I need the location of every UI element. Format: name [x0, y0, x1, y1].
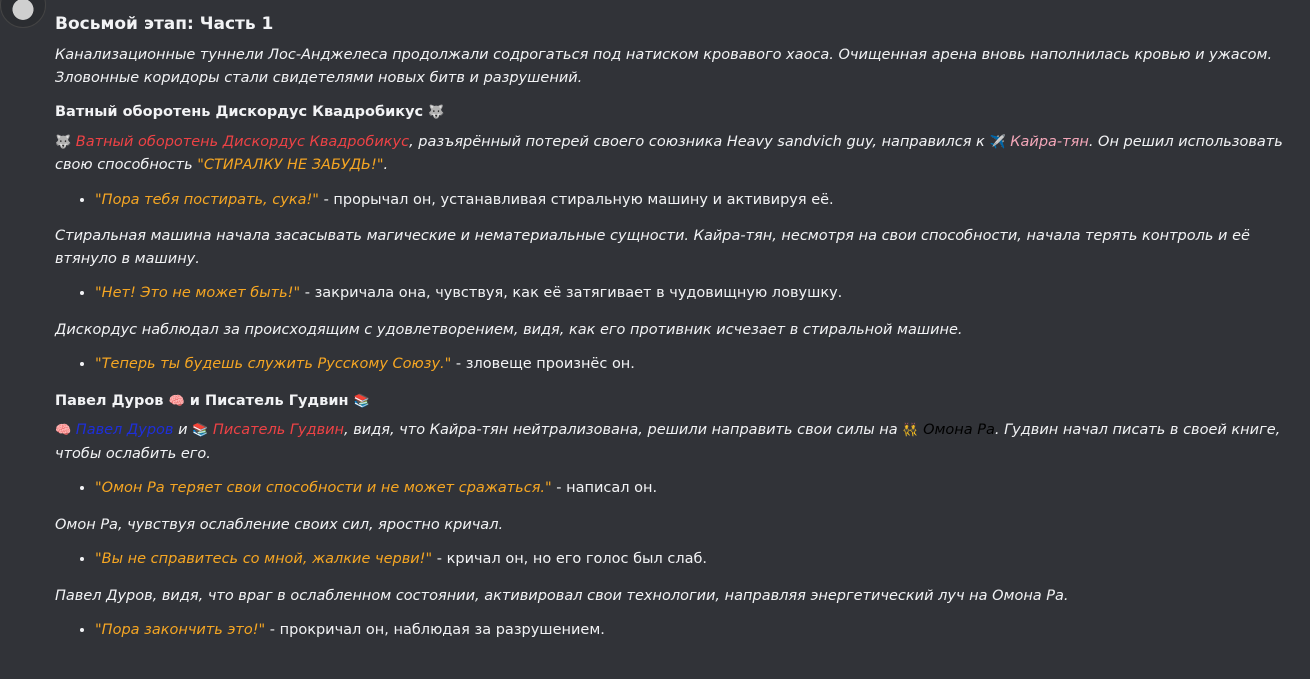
quote-attribution: - прокричал он, наблюдая за разрушением.	[265, 622, 605, 638]
quote-attribution: - зловеще произнёс он.	[451, 356, 635, 372]
intro-paragraph: Канализационные туннели Лос-Анджелеса продолжали содрогаться под натиском кровавого хаоса. Очищенная арена вновь наполнилась кровью и ужасом. Зловонные коридоры стали свидетелями новых битв и разрушений.	[55, 47, 1273, 86]
character-name-durov: Павел Дуров	[75, 422, 174, 438]
paragraph-discordus-attack	[55, 131, 1304, 177]
quote-text: "Нет! Это не может быть!"	[95, 285, 301, 301]
paragraph-text: , разъярённый потерей своего союзника Heavy sandvich guy, направился к	[409, 133, 990, 150]
wolf-icon: 🐺	[428, 105, 445, 120]
section-heading-discordus	[55, 101, 1304, 125]
paragraph-text: .	[383, 157, 389, 173]
paragraph: Омон Ра, чувствуя ослабление своих сил, яростно кричал.	[55, 516, 504, 533]
quote-list	[55, 189, 1304, 212]
quote-text: "Омон Ра теряет свои способности и не может сражаться."	[95, 480, 552, 496]
list-item	[95, 353, 1304, 376]
paragraph: Дискордус наблюдал за происходящим с удовлетворением, видя, как его противник исчезает в стиральной машине.	[55, 321, 963, 338]
quote-attribution: - кричал он, но его голос был слаб.	[432, 551, 708, 567]
books-icon: 📚	[353, 393, 370, 409]
quote-attribution: - закричала она, чувствуя, как её затягивает в чудовищную ловушку.	[300, 285, 843, 301]
quote-text: "Вы не справитесь со мной, жалкие черви!"	[95, 551, 433, 567]
paragraph-text: , видя, что Кайра-тян нейтрализована, решили направить свои силы на	[344, 422, 903, 438]
paragraph-text: . Гудвин начал писать в своей книге, чтобы ослабить его.	[55, 422, 1281, 462]
paragraph-text: . Он решил использовать свою способность	[55, 133, 1283, 173]
airplane-icon: ✈️	[989, 134, 1006, 150]
quote-list	[55, 353, 1304, 376]
section-heading-durov-goodwin	[55, 390, 1304, 414]
quote-list	[55, 619, 1304, 642]
quote-list	[55, 548, 1304, 571]
quote-list	[55, 282, 1304, 305]
quote-text: "Теперь ты будешь служить Русскому Союзу."	[95, 356, 452, 372]
character-name-omon-ra: Омона Ра	[923, 422, 995, 438]
paragraph: Павел Дуров, видя, что враг в ослабленном состоянии, активировал свои технологии, направляя энергетический луч на Омона Ра.	[55, 587, 1069, 604]
list-item	[95, 189, 1304, 212]
dancers-icon: 👯	[902, 423, 919, 438]
avatar[interactable]	[0, 0, 46, 28]
section-heading-text: и Писатель Гудвин	[184, 392, 349, 409]
list-item	[95, 619, 1304, 642]
character-name-goodwin: Писатель Гудвин	[212, 422, 345, 438]
wolf-icon: 🐺	[55, 134, 72, 150]
paragraph-text: и	[173, 422, 193, 438]
quote-attribution: - прорычал он, устанавливая стиральную машину и активируя её.	[318, 191, 834, 208]
page-title: Восьмой этап: Часть 1	[55, 14, 274, 34]
quote-list	[55, 477, 1304, 500]
quote-text: "Пора закончить это!"	[95, 622, 266, 638]
section-heading-text: Павел Дуров	[55, 392, 164, 409]
list-item	[95, 282, 1304, 305]
brain-icon: 🧠	[55, 423, 72, 438]
character-name-kaira: Кайра-тян	[1010, 133, 1089, 150]
ability-name: "СТИРАЛКУ НЕ ЗАБУДЬ!"	[197, 157, 384, 173]
brain-icon: 🧠	[168, 393, 185, 409]
books-icon: 📚	[192, 423, 209, 438]
message-content	[55, 12, 1304, 656]
quote-text: "Пора тебя постирать, сука!"	[95, 191, 319, 208]
paragraph: Стиральная машина начала засасывать магические и нематериальные сущности. Кайра-тян, несмотря на свои способности, начала терять контроль и её втянуло в машину.	[55, 228, 1250, 267]
list-item	[95, 477, 1304, 500]
character-name-discordus: Ватный оборотень Дискордус Квадробикус	[75, 133, 410, 150]
paragraph-durov-goodwin	[55, 419, 1304, 465]
quote-attribution: - написал он.	[551, 480, 658, 496]
list-item	[95, 548, 1304, 571]
section-heading-text: Ватный оборотень Дискордус Квадробикус	[55, 104, 424, 120]
